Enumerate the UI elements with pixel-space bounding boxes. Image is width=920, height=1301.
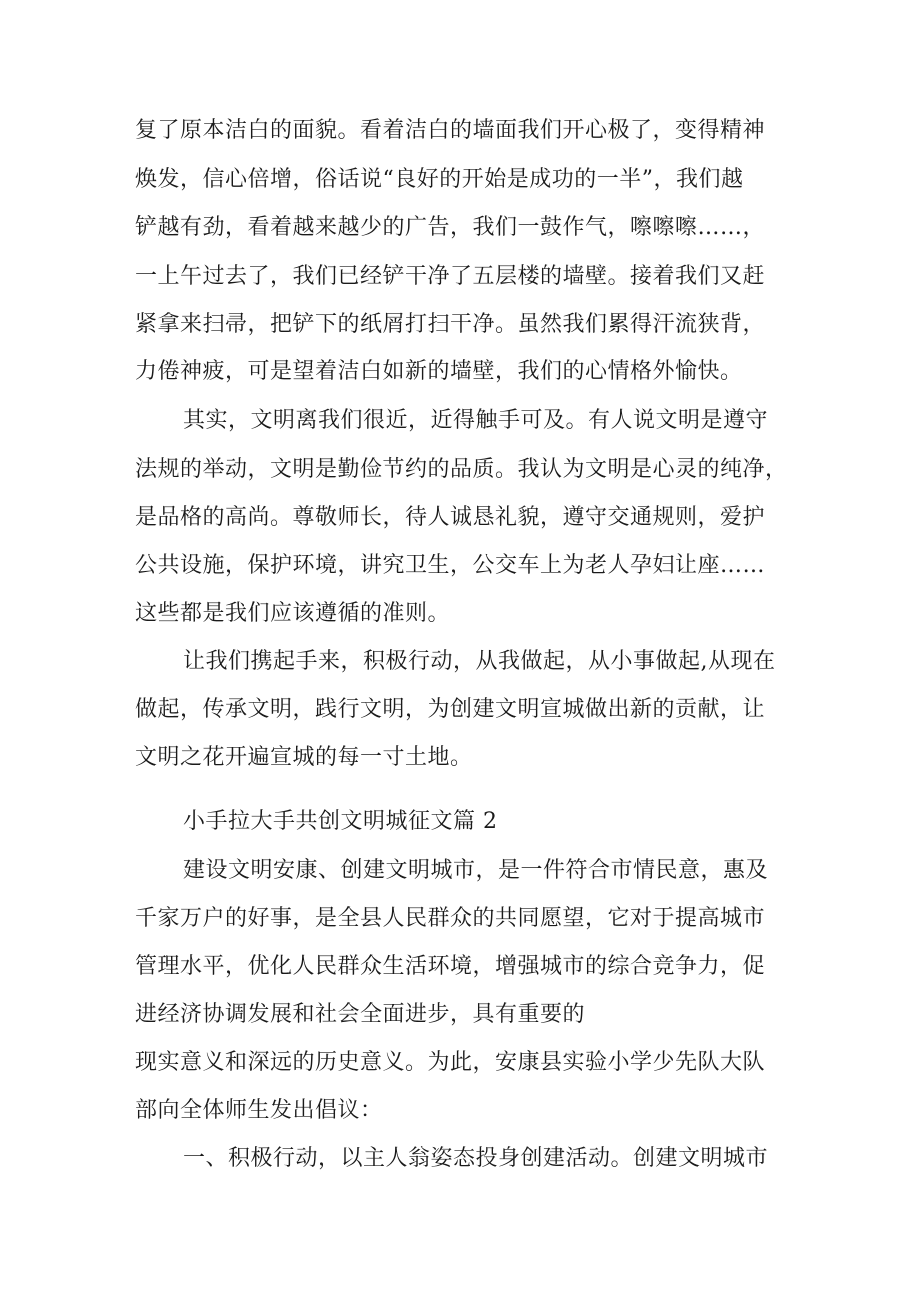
text-line: 让我们携起手来，积极行动，从我做起，从小事做起,从现在: [183, 649, 776, 674]
text-line: 一、积极行动，以主人翁姿态投身创建活动。创建文明城市: [183, 1146, 769, 1171]
text-line: 公共设施，保护环境，讲究卫生，公交车上为老人孕妇让座……: [135, 553, 766, 578]
text-line: 千家万户的好事，是全县人民群众的共同愿望，它对于提高城市: [135, 906, 766, 931]
text-line: 一上午过去了，我们已经铲干净了五层楼的墙壁。接着我们又赶: [135, 264, 766, 289]
text-line: 复了原本洁白的面貌。看着洁白的墙面我们开心极了，变得精神: [135, 118, 766, 143]
text-line: 文明之花开遍宣城的每一寸土地。: [135, 745, 473, 770]
text-line: 力倦神疲，可是望着洁白如新的墙壁，我们的心情格外愉快。: [135, 359, 743, 384]
text-line: 管理水平，优化人民群众生活环境，增强城市的综合竞争力，促: [135, 954, 766, 979]
text-line: 建设文明安康、创建文明城市，是一件符合市情民意，惠及: [183, 858, 769, 883]
text-line: 是品格的高尚。尊敬师长，待人诚恳礼貌，遵守交通规则，爱护: [135, 505, 766, 530]
text-line: 部向全体师生发出倡议：: [135, 1098, 383, 1123]
section-heading: 小手拉大手共创文明城征文篇 2: [183, 809, 498, 834]
text-line: 焕发，信心倍增，俗话说“良好的开始是成功的一半”，我们越: [135, 167, 744, 192]
text-line: 做起，传承文明，践行文明，为创建文明宣城做出新的贡献，让: [135, 697, 766, 722]
text-line: 紧拿来扫帚，把铲下的纸屑打扫干净。虽然我们累得汗流狭背，: [135, 312, 766, 337]
text-line: 铲越有劲，看着越来越少的广告，我们一鼓作气，嚓嚓嚓……，: [135, 215, 766, 240]
text-line: 现实意义和深远的历史意义。为此，安康县实验小学少先队大队: [135, 1050, 766, 1075]
text-line: 这些都是我们应该遵循的准则。: [135, 601, 451, 626]
text-line: 进经济协调发展和社会全面进步，具有重要的: [135, 1002, 586, 1027]
text-line: 其实，文明离我们很近，近得触手可及。有人说文明是遵守: [183, 408, 769, 433]
text-line: 法规的举动，文明是勤俭节约的品质。我认为文明是心灵的纯净，: [135, 457, 788, 482]
